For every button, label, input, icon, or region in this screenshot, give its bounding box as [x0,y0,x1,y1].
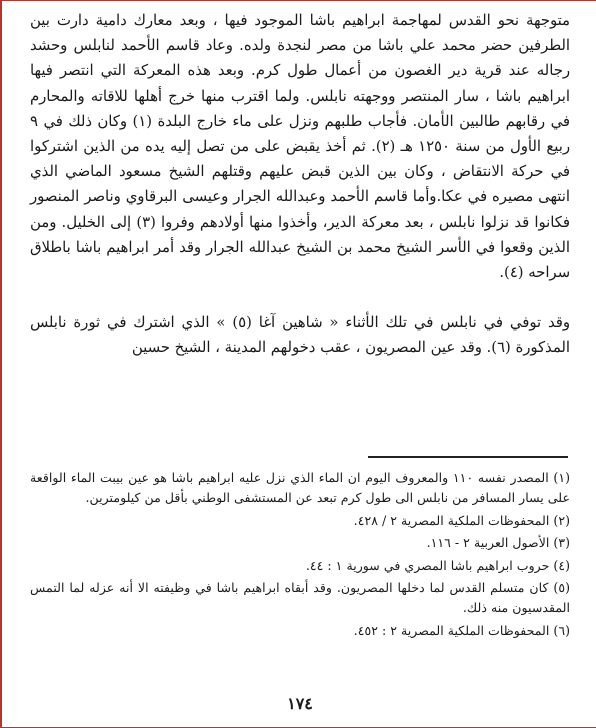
page-number: ١٧٤ [287,694,313,713]
body-paragraph-1: متوجهة نحو القدس لمهاجمة ابراهيم باشا الموجود فيها ، وبعد معارك دامية دارت بين الطرفين حضر محمد علي باشا من مصر لنجدة ولده. وعاد قاسم الأحمد لنابلس وحشد رجاله عند قرية دير الغصون من أعمال طول كرم. وبعد هذه المعركة التي انتصر فيها ابراهيم باشا ، سار المنتصر ووجهته نابلس. ولما اقترب منها خرج أهلها للاقاته والمحارم في رقابهم طالبين الأمان. فأجاب طلبهم ونزل على ماء خارج البلدة (١) وكان ذلك في ٩ ربيع الأول من سنة ١٢٥٠ هـ (٢). ثم أخذ يقبض على من تصل إليه يده من الذين اشتركوا في حركة الانتقاض ، وكان بين الذين قبض عليهم وقتلهم الشيخ مسعود الماضي الذي انتهى مصيره في عكا.وأما قاسم الأحمد وعبدالله الجرار وعيسى البرقاوي وناصر المنصور فكانوا قد نزلوا نابلس ، بعد معركة الدير، وأخذوا منها أولادهم وفروا (٣) إلى الخليل. ومن الذين وقعوا في الأسر الشيخ محمد بن الشيخ عبدالله الجرار وقد أمر ابراهيم باشا باطلاق سراحه (٤). [30,12,570,282]
book-page [30,8,570,720]
footnote-separator [368,456,568,458]
footnote-3: (٣) الأصول العربية ٢ - ١١٦. [426,535,570,551]
body-paragraph-2: وقد توفي في نابلس في تلك الأثناء « شاهين آغا (٥) » الذي اشترك في ثورة نابلس المذكورة (٦). وقد عين المصريون ، عقب دخولهم المدينة ، الشيخ حسين [30,314,570,357]
footnote-2: (٢) المحفوظات الملكية المصرية ٢ / ٤٢٨. [353,512,570,528]
footnotes [30,468,570,641]
footnote-6: (٦) المحفوظات الملكية المصرية ٢ : ٤٥٢. [353,622,570,638]
footnote-5: (٥) كان متسلم القدس لما دخلها المصريون. وقد أبقاه ابراهيم باشا في وظيفته الا أنه عزله لما التمس المقدسيون منه ذلك. [30,580,570,616]
footnote-4: (٤) حروب ابراهيم باشا المصري في سورية ١ : ٤٤. [305,557,570,573]
footnote-1: (١) المصدر نفسه ١١٠ والمعروف اليوم ان الماء الذي نزل عليه ابراهيم باشا هو عين بيبت الماء الواقعة على يسار المسافر من نابلس الى طول كرم تبعد عن المستشفى الوطني بأقل من كيلومترين. [30,470,571,506]
body-text [30,8,570,361]
